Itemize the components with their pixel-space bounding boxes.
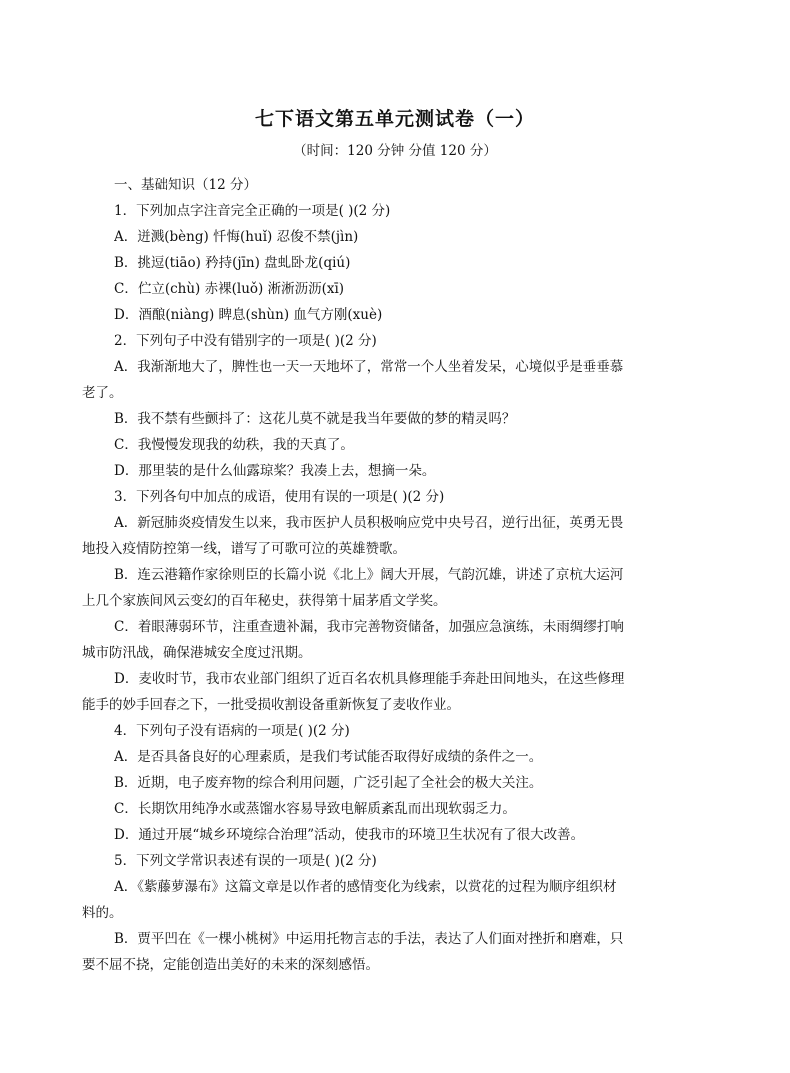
q4-option-b: B．近期，电子废弃物的综合利用问题，广泛引起了全社会的极大关注。 (114, 775, 543, 791)
q3-option-c-cont: 城市防汛战，确保港城安全度过汛期。 (82, 645, 312, 661)
q2-option-b: B．我不禁有些颤抖了：这花儿莫不就是我当年要做的梦的精灵吗？ (114, 411, 516, 427)
q5-option-a: A．《紫藤萝瀑布》这篇文章是以作者的感情变化为线索，以赏花的过程为顺序组织材 (114, 879, 617, 895)
q4-option-d: D．通过开展“城乡环境综合治理”活动，使我市的环境卫生状况有了很大改善。 (114, 827, 585, 843)
q4-option-a: A．是否具备良好的心理素质，是我们考试能否取得好成绩的条件之一。 (114, 749, 543, 765)
q5-option-b-cont: 要不屈不挠，定能创造出美好的未来的深刻感悟。 (82, 957, 379, 973)
question-3: 3．下列各句中加点的成语，使用有误的一项是( )(2 分) (114, 489, 445, 505)
question-1: 1．下列加点字注音完全正确的一项是( )(2 分) (114, 203, 391, 219)
q3-option-a-cont: 地投入疫情防控第一线，谱写了可歌可泣的英雄赞歌。 (82, 541, 406, 557)
q5-option-a-cont: 料的。 (82, 905, 123, 921)
section-heading: 一、基础知识（12 分） (114, 177, 257, 193)
question-2: 2．下列句子中没有错别字的一项是( )(2 分) (114, 333, 377, 349)
q3-option-a: A．新冠肺炎疫情发生以来，我市医护人员积极响应党中央号召，逆行出征，英勇无畏 (114, 515, 624, 531)
question-5: 5．下列文学常识表述有误的一项是( )(2 分) (114, 853, 377, 869)
q3-option-d: D．麦收时节，我市农业部门组织了近百名农机具修理能手奔赴田间地头，在这些修理 (114, 671, 625, 687)
q1-option-d: D．酒酿(niàng) 睥息(shùn) 血气方刚(xuè) (114, 307, 383, 323)
q1-option-a: A．迸溅(bèng) 忏悔(huǐ) 忍俊不禁(jìn) (114, 229, 359, 245)
q1-option-b: B．挑逗(tiāo) 矜持(jīn) 盘虬卧龙(qiú) (114, 255, 351, 271)
q3-option-d-cont: 能手的妙手回春之下，一批受损收割设备重新恢复了麦收作业。 (82, 697, 460, 713)
q4-option-c: C．长期饮用纯净水或蒸馏水容易导致电解质紊乱而出现软弱乏力。 (114, 801, 516, 817)
q5-option-b: B．贾平凹在《一棵小桃树》中运用托物言志的手法，表达了人们面对挫折和磨难，只 (114, 931, 624, 947)
q2-option-c: C．我慢慢发现我的幼秩，我的天真了。 (114, 437, 354, 453)
page-subtitle: （时间：120 分钟 分值 120 分） (293, 143, 497, 159)
q2-option-d: D．那里装的是什么仙露琼桨？我凑上去，想摘一朵。 (114, 463, 436, 479)
q3-option-b-cont: 上几个家族间风云变幻的百年秘史，获得第十届茅盾文学奖。 (82, 593, 447, 609)
q2-option-a: A．我渐渐地大了，脾性也一天一天地坏了，常常一个人坐着发呆，心境似乎是垂垂慕 (114, 359, 624, 375)
q2-option-a-cont: 老了。 (82, 385, 123, 401)
question-4: 4．下列句子没有语病的一项是( )(2 分) (114, 723, 350, 739)
q3-option-b: B．连云港籍作家徐则臣的长篇小说《北上》阔大开展，气韵沉雄，讲述了京杭大运河 (114, 567, 624, 583)
page-title: 七下语文第五单元测试卷（一） (254, 108, 535, 130)
q3-option-c: C．着眼薄弱环节，注重查遗补漏，我市完善物资储备，加强应急演练，未雨绸缪打响 (114, 619, 624, 635)
q1-option-c: C．伫立(chù) 赤裸(luǒ) 淅淅沥沥(xī) (114, 281, 345, 297)
